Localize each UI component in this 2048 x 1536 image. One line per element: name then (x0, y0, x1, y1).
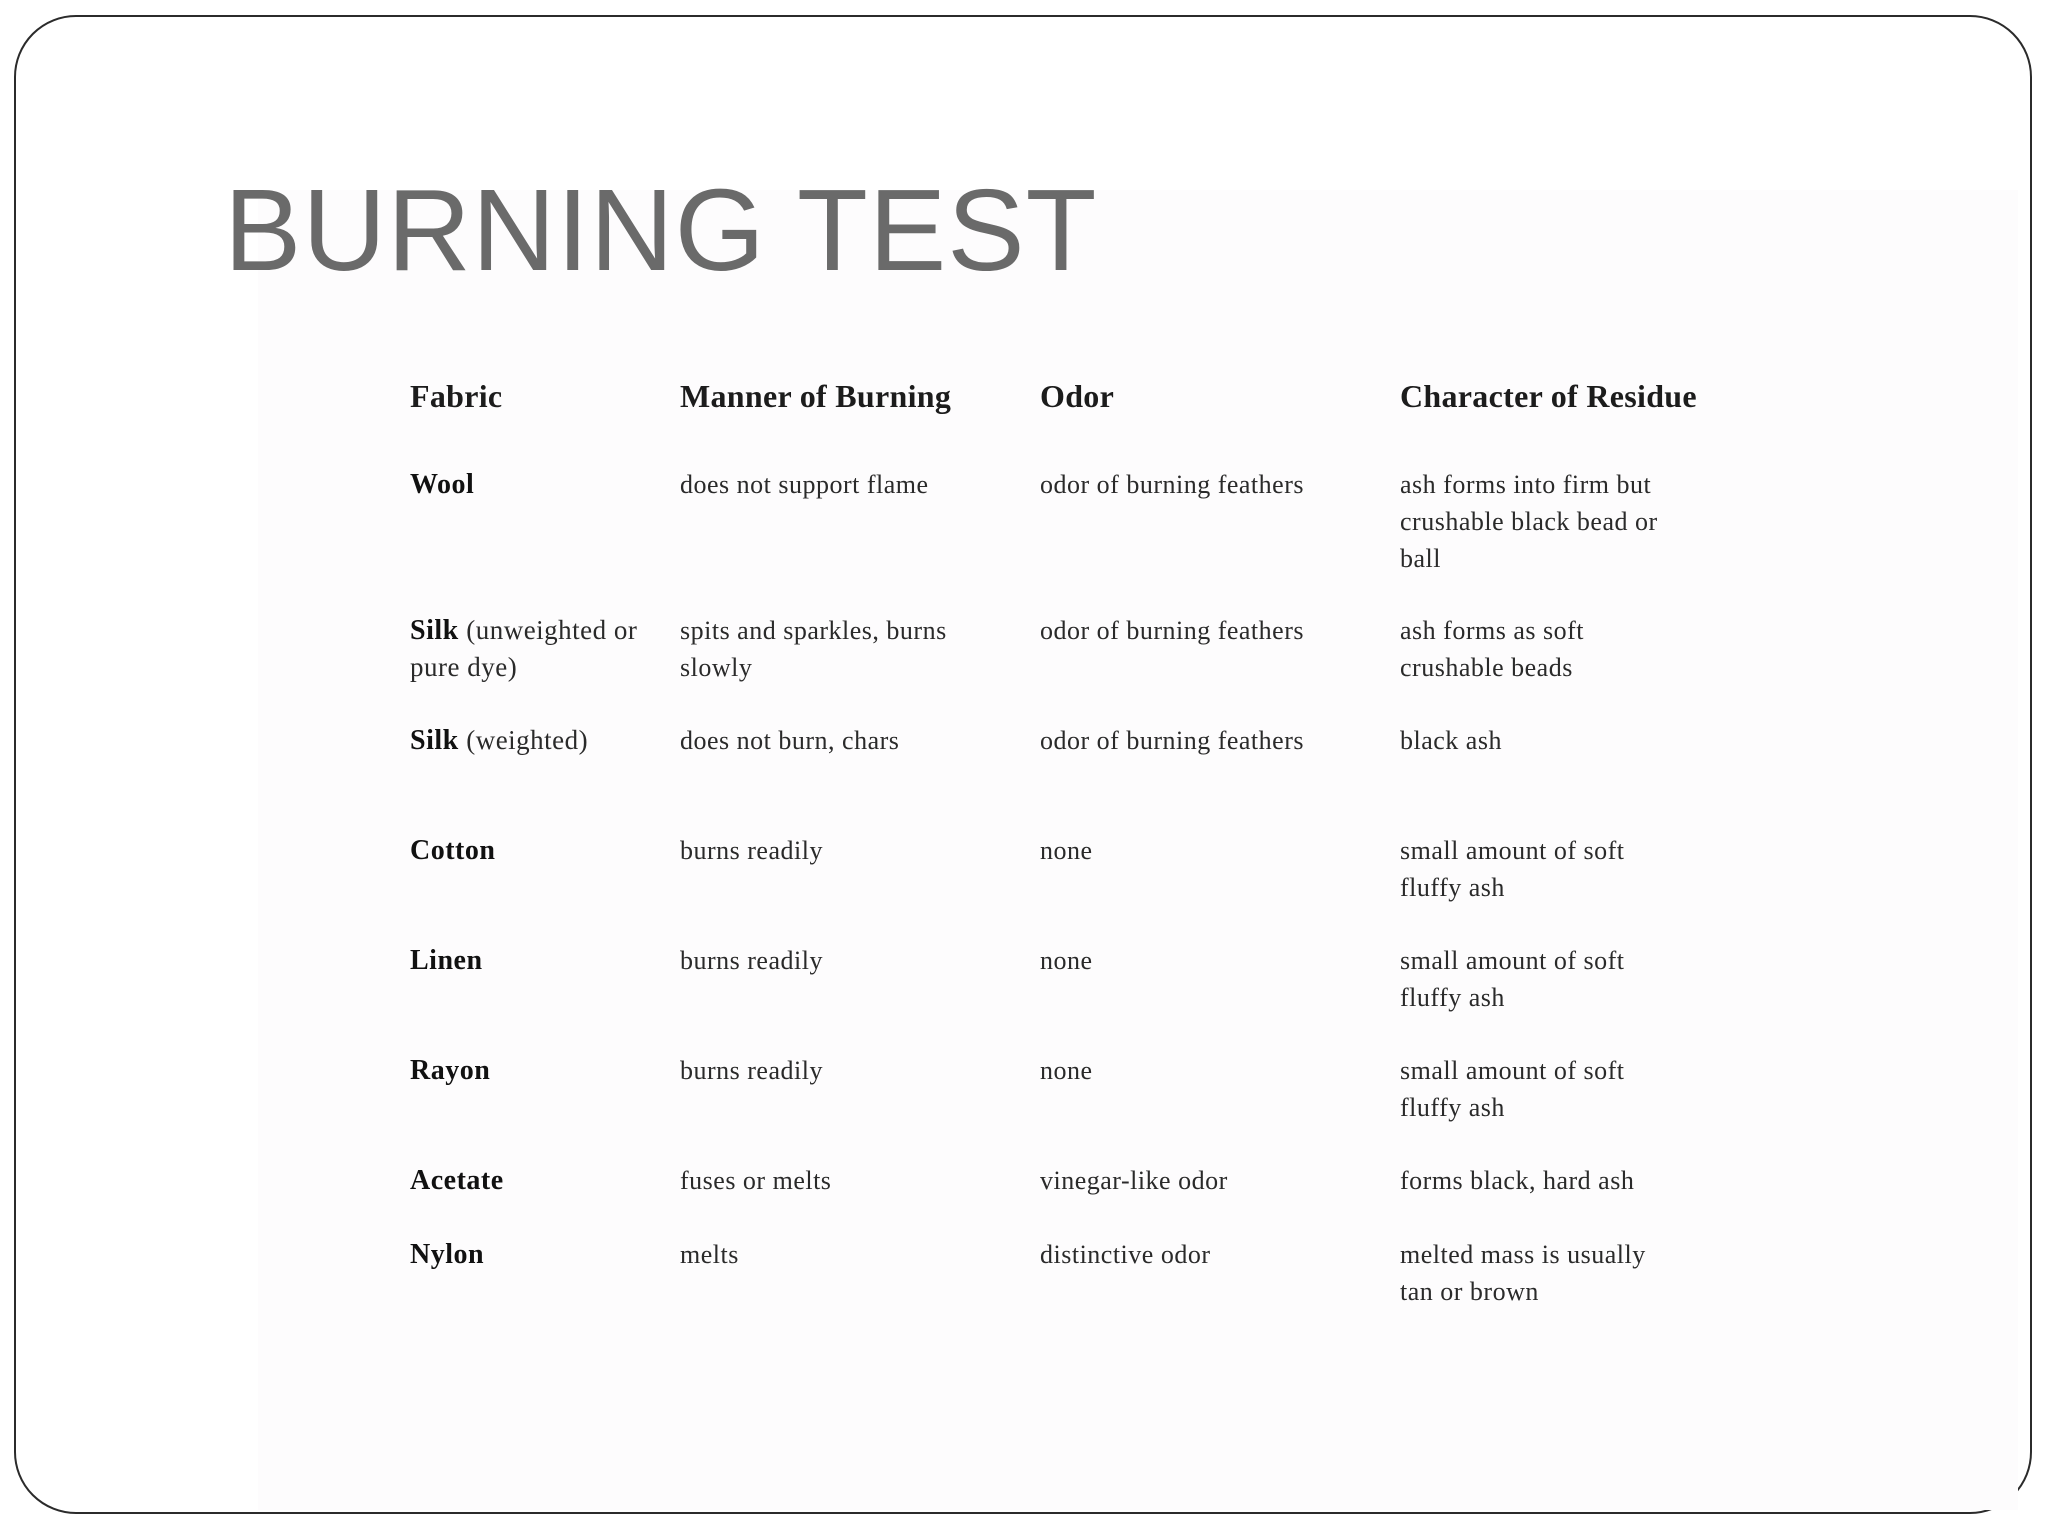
cell-manner-of-burning-text: does not support flame (680, 470, 929, 499)
cell-odor-text: odor of burning feathers (1040, 470, 1304, 499)
cell-character-of-residue (1400, 722, 1720, 832)
cell-character-of-residue (1400, 1162, 1720, 1236)
cell-manner-of-burning (680, 1052, 1040, 1162)
fabric-text (410, 942, 680, 979)
cell-odor (1040, 1162, 1400, 1236)
cell-manner-of-burning-text: burns readily (680, 946, 823, 975)
table-body (410, 466, 1720, 1346)
cell-fabric (410, 942, 680, 1052)
cell-character-of-residue (1400, 1052, 1720, 1162)
cell-character-of-residue-text: black ash (1400, 726, 1502, 755)
table-header-row (410, 378, 1720, 466)
cell-odor (1040, 722, 1400, 832)
cell-manner-of-burning-text: burns readily (680, 1056, 823, 1085)
fabric-name: Linen (410, 945, 483, 976)
cell-odor-text: none (1040, 836, 1093, 865)
header-character-of-residue: Character of Residue (1400, 378, 1697, 414)
fabric-name: Silk (410, 615, 459, 646)
cell-fabric (410, 832, 680, 942)
fabric-name: Rayon (410, 1055, 491, 1086)
cell-odor-text: odor of burning feathers (1040, 726, 1304, 755)
cell-manner-of-burning (680, 1162, 1040, 1236)
cell-manner-of-burning-text: burns readily (680, 836, 823, 865)
cell-odor (1040, 832, 1400, 942)
cell-odor (1040, 942, 1400, 1052)
table-row (410, 942, 1720, 1052)
table-row (410, 1236, 1720, 1346)
cell-fabric (410, 1052, 680, 1162)
fabric-name: Nylon (410, 1239, 485, 1270)
cell-character-of-residue-text: ash forms as soft crushable beads (1400, 616, 1584, 682)
cell-fabric (410, 1162, 680, 1236)
cell-character-of-residue (1400, 612, 1720, 722)
cell-manner-of-burning (680, 942, 1040, 1052)
cell-manner-of-burning (680, 832, 1040, 942)
fabric-note: (weighted) (466, 725, 589, 755)
burning-test-table (410, 378, 1720, 1346)
cell-odor-text: vinegar-like odor (1040, 1166, 1228, 1195)
fabric-text (410, 1162, 680, 1199)
fabric-name: Cotton (410, 835, 496, 866)
cell-character-of-residue-text: small amount of soft fluffy ash (1400, 1056, 1625, 1122)
header-fabric: Fabric (410, 378, 503, 414)
cell-manner-of-burning-text: does not burn, chars (680, 726, 900, 755)
cell-manner-of-burning-text: spits and sparkles, burns slowly (680, 616, 947, 682)
fabric-text (410, 832, 680, 869)
cell-odor (1040, 1052, 1400, 1162)
fabric-name: Silk (410, 725, 459, 756)
cell-character-of-residue (1400, 942, 1720, 1052)
slide-title: BURNING TEST (224, 165, 1098, 295)
cell-character-of-residue (1400, 832, 1720, 942)
fabric-name: Acetate (410, 1165, 504, 1196)
cell-manner-of-burning (680, 466, 1040, 612)
fabric-text (410, 466, 680, 503)
cell-odor (1040, 466, 1400, 612)
cell-manner-of-burning (680, 1236, 1040, 1346)
cell-character-of-residue (1400, 466, 1720, 612)
cell-odor-text: odor of burning feathers (1040, 616, 1304, 645)
cell-character-of-residue-text: melted mass is usually tan or brown (1400, 1240, 1646, 1306)
cell-character-of-residue-text: ash forms into firm but crushable black bead or ball (1400, 470, 1658, 573)
cell-character-of-residue (1400, 1236, 1720, 1346)
cell-fabric (410, 722, 680, 832)
cell-character-of-residue-text: forms black, hard ash (1400, 1166, 1635, 1195)
table-row (410, 1052, 1720, 1162)
header-manner-of-burning: Manner of Burning (680, 378, 952, 414)
cell-fabric (410, 612, 680, 722)
fabric-text (410, 612, 680, 686)
cell-odor-text: none (1040, 946, 1093, 975)
fabric-note: (unweighted or pure dye) (410, 615, 638, 682)
cell-manner-of-burning (680, 612, 1040, 722)
fabric-name: Wool (410, 469, 475, 500)
table-row (410, 466, 1720, 612)
table-row (410, 722, 1720, 832)
cell-odor-text: none (1040, 1056, 1093, 1085)
cell-odor-text: distinctive odor (1040, 1240, 1211, 1269)
fabric-text (410, 1236, 680, 1273)
cell-fabric (410, 466, 680, 612)
table-row (410, 1162, 1720, 1236)
cell-odor (1040, 1236, 1400, 1346)
header-odor: Odor (1040, 378, 1115, 414)
table-row (410, 832, 1720, 942)
fabric-text (410, 722, 680, 759)
cell-odor (1040, 612, 1400, 722)
table-row (410, 612, 1720, 722)
cell-manner-of-burning (680, 722, 1040, 832)
cell-fabric (410, 1236, 680, 1346)
cell-character-of-residue-text: small amount of soft fluffy ash (1400, 836, 1625, 902)
cell-manner-of-burning-text: melts (680, 1240, 739, 1269)
fabric-text (410, 1052, 680, 1089)
cell-manner-of-burning-text: fuses or melts (680, 1166, 832, 1195)
cell-character-of-residue-text: small amount of soft fluffy ash (1400, 946, 1625, 1012)
